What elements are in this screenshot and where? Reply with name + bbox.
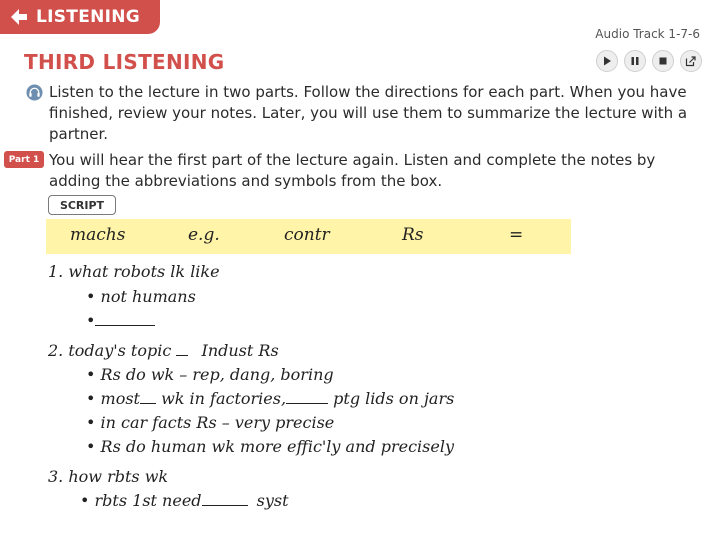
note-text: ptg lids on jars	[333, 389, 455, 408]
audio-controls	[596, 50, 702, 72]
listening-tab[interactable]	[0, 0, 160, 34]
note-text: • rbts 1st need	[80, 491, 202, 510]
note-heading-3: 3. how rbts wk	[48, 467, 169, 486]
back-arrow-icon	[8, 6, 30, 28]
abbreviation-item: contr	[284, 225, 330, 245]
abbreviation-item: =	[509, 225, 524, 245]
section-title: THIRD LISTENING	[24, 50, 225, 74]
stop-icon	[657, 55, 669, 67]
note-bullet-blanks	[86, 389, 454, 408]
note-bullet: • Rs do wk – rep, dang, boring	[86, 365, 334, 384]
note-bullet: • not humans	[86, 287, 196, 306]
note-text: Indust Rs	[201, 341, 279, 360]
tab-label: LISTENING	[36, 7, 141, 27]
note-text: • most	[86, 389, 140, 408]
play-button[interactable]	[596, 50, 618, 72]
answer-blank[interactable]	[176, 341, 188, 356]
stop-button[interactable]	[652, 50, 674, 72]
abbreviation-box	[46, 219, 571, 254]
export-icon	[685, 55, 697, 67]
note-text: wk in factories,	[161, 389, 287, 408]
export-button[interactable]	[680, 50, 702, 72]
script-button[interactable]: SCRIPT	[48, 195, 116, 215]
note-heading-1: 1. what robots lk like	[48, 262, 220, 281]
abbreviation-item: e.g.	[188, 225, 220, 245]
note-heading-2	[48, 341, 279, 360]
note-bullet: • in car facts Rs – very precise	[86, 413, 335, 432]
play-icon	[601, 55, 613, 67]
pause-button[interactable]	[624, 50, 646, 72]
note-text: syst	[256, 491, 289, 510]
note-text: 2. today's topic	[48, 341, 172, 360]
part-1-badge: Part 1	[4, 151, 44, 168]
note-bullet-blank	[80, 491, 289, 510]
audio-track-label: Audio Track 1-7-6	[595, 27, 700, 41]
abbreviation-item: machs	[70, 225, 126, 245]
part1-instructions: You will hear the first part of the lecture again. Listen and complete the notes by adding the abbreviations and symbols from the box.	[49, 151, 656, 190]
abbreviation-item: Rs	[402, 225, 424, 245]
pause-icon	[629, 55, 641, 67]
answer-blank[interactable]	[286, 389, 328, 404]
note-bullet: •	[86, 311, 96, 330]
answer-blank[interactable]	[95, 311, 155, 326]
note-bullet: • Rs do human wk more effic'ly and precisely	[86, 437, 454, 456]
instructions-text: Listen to the lecture in two parts. Follow the directions for each part. When you have finished, review your notes. Later, you will use them to summarize the lecture with a partner.	[49, 83, 688, 143]
answer-blank[interactable]	[202, 491, 248, 506]
headphones-icon	[26, 84, 43, 101]
note-bullet-blank	[86, 311, 155, 330]
answer-blank[interactable]	[140, 389, 156, 404]
